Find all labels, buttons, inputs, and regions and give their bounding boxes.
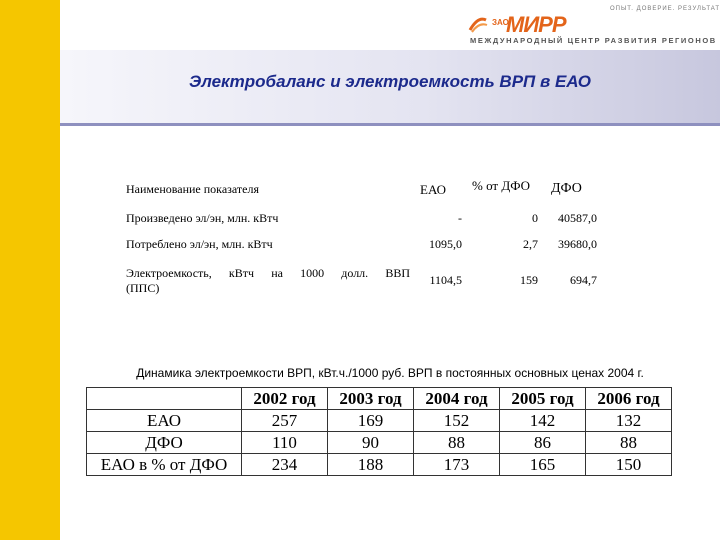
dynamics-caption: Динамика электроемкости ВРП, кВт.ч./1000 руб. ВРП в постоянных основных ценах 2004 г.	[136, 366, 644, 380]
year-header: 2006 год	[586, 388, 672, 410]
title-banner	[60, 50, 720, 125]
company-logo	[440, 6, 720, 48]
logo-prefix: ЗАО	[492, 18, 509, 27]
table-row	[87, 454, 672, 476]
col-header-pct: % от ДФО	[472, 178, 531, 193]
table-cell: 165	[500, 454, 586, 476]
table-cell: 150	[586, 454, 672, 476]
row-intensity-dfo: 694,7	[570, 273, 597, 287]
col-header-name: Наименование показателя	[126, 182, 259, 196]
row-produced-dfo: 40587,0	[558, 211, 597, 225]
row-produced-pct: 0	[532, 211, 538, 225]
col-header-eao: ЕАО	[420, 182, 447, 197]
table-cell: 152	[414, 410, 500, 432]
col-header-dfo: ДФО	[551, 181, 582, 196]
table-cell: 188	[328, 454, 414, 476]
row-label: ЕАО	[87, 410, 242, 432]
table-row	[87, 410, 672, 432]
logo-tagline: ОПЫТ. ДОВЕРИЕ. РЕЗУЛЬТАТ	[610, 6, 720, 12]
table-cell: 88	[586, 432, 672, 454]
table-cell: 257	[242, 410, 328, 432]
year-header: 2004 год	[414, 388, 500, 410]
left-accent-bar	[0, 0, 60, 540]
table-cell: 110	[242, 432, 328, 454]
row-intensity-eao: 1104,5	[429, 273, 462, 287]
year-header: 2002 год	[242, 388, 328, 410]
table-cell: 132	[586, 410, 672, 432]
row-label: ЕАО в % от ДФО	[87, 454, 242, 476]
row-produced-eao: -	[458, 211, 462, 225]
logo-name: МИРР	[506, 12, 566, 37]
row-intensity-pct: 159	[520, 273, 538, 287]
row-consumed-name: Потреблено эл/эн, млн. кВтч	[126, 237, 273, 251]
dynamics-table	[86, 387, 672, 476]
year-header: 2003 год	[328, 388, 414, 410]
row-consumed-eao: 1095,0	[429, 237, 462, 251]
row-intensity-name-line2: (ППС)	[126, 281, 160, 295]
table-cell: 88	[414, 432, 500, 454]
table-cell: 142	[500, 410, 586, 432]
table-cell: 169	[328, 410, 414, 432]
page-title: Электробаланс и электроемкость ВРП в ЕАО	[189, 72, 591, 91]
table-cell: 90	[328, 432, 414, 454]
table-cell: 234	[242, 454, 328, 476]
table-cell: 173	[414, 454, 500, 476]
row-consumed-pct: 2,7	[523, 237, 538, 251]
row-produced-name: Произведено эл/эн, млн. кВтч	[126, 211, 279, 225]
title-underline	[60, 123, 720, 126]
logo-swirl-icon	[468, 14, 488, 34]
year-header: 2005 год	[500, 388, 586, 410]
table-corner-cell	[87, 388, 242, 410]
table-header-row	[87, 388, 672, 410]
logo-subtitle: МЕЖДУНАРОДНЫЙ ЦЕНТР РАЗВИТИЯ РЕГИОНОВ	[470, 36, 717, 45]
row-consumed-dfo: 39680,0	[558, 237, 597, 251]
table-cell: 86	[500, 432, 586, 454]
row-label: ДФО	[87, 432, 242, 454]
row-intensity-name-line1: Электроемкость, кВтч на 1000 долл. ВВП	[126, 266, 410, 280]
table-row	[87, 432, 672, 454]
